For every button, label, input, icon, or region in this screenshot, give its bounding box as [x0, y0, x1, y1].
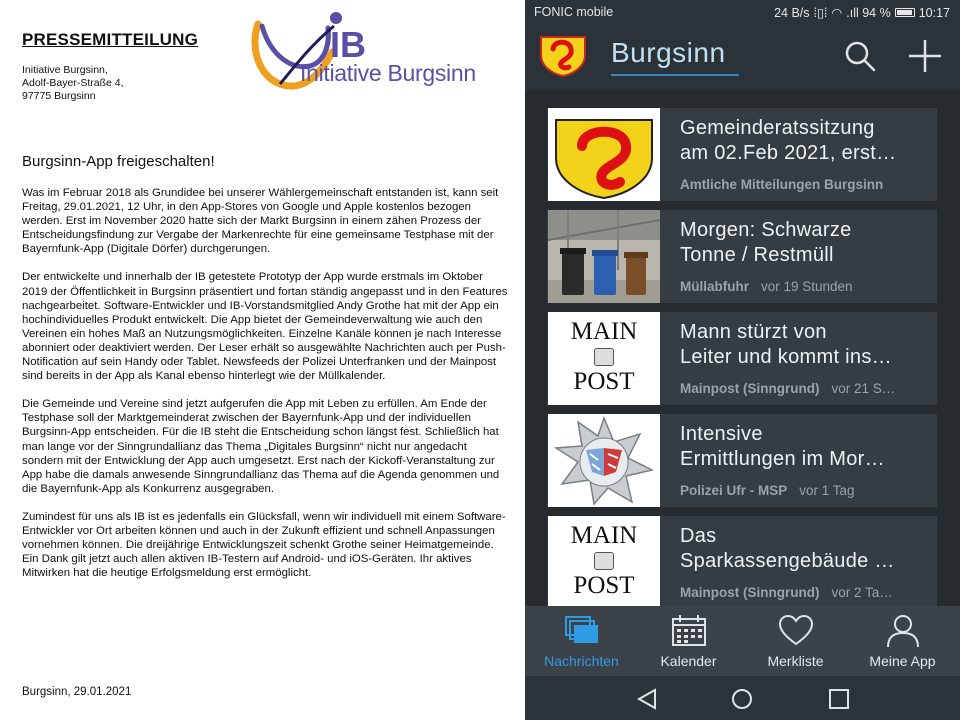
- coat-of-arms-icon: [548, 108, 660, 201]
- address-line: Initiative Burgsinn,: [22, 64, 108, 76]
- card-meta: [680, 279, 935, 294]
- phone-screen: [525, 0, 960, 720]
- nav-label: Nachrichten: [544, 653, 619, 669]
- release-body: [22, 186, 508, 594]
- card-source: Mainpost (Sinngrund): [680, 585, 820, 600]
- card-time: vor 1 Tag: [799, 483, 855, 498]
- nav-label: Meine App: [869, 653, 936, 669]
- recent-apps-icon[interactable]: [827, 688, 851, 710]
- battery-fill: [897, 10, 912, 15]
- police-star-icon: [548, 414, 660, 507]
- data-speed: 24 B/s: [774, 5, 810, 20]
- card-title: [680, 116, 935, 166]
- card-source: Polizei Ufr - MSP: [680, 483, 788, 498]
- mainpost-eagle-icon: [594, 348, 614, 366]
- battery-icon: [895, 8, 915, 17]
- sender-address: [22, 64, 124, 103]
- card-title-line: Intensive: [680, 423, 763, 445]
- card-meta: [680, 483, 935, 498]
- logo-text-ib: IB: [330, 24, 366, 65]
- person-icon: [884, 614, 922, 648]
- address-line: 97775 Burgsinn: [22, 90, 96, 102]
- status-bar: [525, 0, 960, 24]
- card-source: Amtliche Mitteilungen Burgsinn: [680, 177, 884, 192]
- card-meta: [680, 585, 935, 600]
- nav-label: Merkliste: [767, 653, 824, 669]
- release-title: Burgsinn-App freigeschalten!: [22, 153, 215, 170]
- card-title-line: Ermittlungen im Mor…: [680, 448, 885, 470]
- card-title: [680, 320, 935, 370]
- release-date: Burgsinn, 29.01.2021: [22, 686, 132, 698]
- search-icon[interactable]: [841, 38, 881, 74]
- home-icon[interactable]: [730, 688, 754, 710]
- heart-icon: [777, 614, 815, 648]
- mainpost-logo-line: MAIN: [570, 318, 638, 345]
- signal-battery-text: .ıll 94 %: [846, 5, 891, 20]
- title-underline: [611, 74, 739, 76]
- paragraph: Die Gemeinde und Vereine sind jetzt aufgerufen die App mit Leben zu erfüllen. Am Ende der Testphase soll der Marktgemeinderat zwischen der Bayernfunk-App und der individuellen Burgsinn-App entscheiden. Für die IB steht die Entscheidung schon längst fest. Schließlich hat man lange vor der Sinngrundallianz das Thema „Digitales Burgsinn“ nicht nur angedacht sondern mit der Entwicklung der App auch umgesetzt. Erst nach der Kickoff-Veranstaltung zur App habe die damals anwesende Sinngrundallianz das Thema auf die Agenda genommen und die Bayernfunk-App als Konkurrenz ausgegraben.: [22, 398, 500, 495]
- news-stack-icon: [563, 614, 601, 648]
- news-feed[interactable]: [525, 90, 960, 606]
- card-meta: [680, 381, 935, 396]
- mainpost-logo-line: POST: [573, 572, 635, 599]
- card-title-line: Sparkassengebäude …: [680, 550, 895, 572]
- mainpost-eagle-icon: [594, 552, 614, 570]
- carrier-name: FONIC mobile: [534, 5, 614, 19]
- card-title-line: Mann stürzt von: [680, 321, 827, 343]
- card-source: Mainpost (Sinngrund): [680, 381, 820, 396]
- press-heading: PRESSEMITTEILUNG: [22, 30, 199, 49]
- news-card[interactable]: [547, 108, 937, 201]
- wifi-icon: ◠: [831, 6, 843, 20]
- nav-tab-meine-app[interactable]: [848, 606, 957, 676]
- nav-tab-nachrichten[interactable]: [527, 606, 636, 676]
- mainpost-logo-line: POST: [573, 368, 635, 395]
- status-indicators: [774, 5, 950, 20]
- mainpost-logo: [548, 312, 660, 405]
- clock: 10:17: [918, 5, 950, 20]
- card-time: vor 21 S…: [831, 381, 896, 396]
- burgsinn-crest-icon: [537, 33, 589, 77]
- mainpost-logo-line: MAIN: [570, 522, 638, 549]
- calendar-icon: [670, 614, 708, 648]
- mainpost-logo: [548, 516, 660, 609]
- nav-tab-merkliste[interactable]: [741, 606, 850, 676]
- paragraph: Was im Februar 2018 als Grundidee bei unserer Wählergemeinschaft entstanden ist, kann seit Freitag, 29.01.2021, 12 Uhr, in den App-Stores von Google und Apple kostenlos bezogen werden. Erst im November 2020 hatte sich der Markt Burgsinn in einem zähen Prozess der Entscheidungsfindung zur Vergabe der Markenrechte für eine gemeinsame Testphase mit der Bayernfunk-App (Digitale Dörfer) durchgerungen.: [22, 187, 499, 256]
- card-title-line: Morgen: Schwarze: [680, 219, 852, 241]
- system-navigation: [525, 676, 960, 720]
- news-card[interactable]: [547, 312, 937, 405]
- card-title: [680, 218, 935, 268]
- back-icon[interactable]: [635, 688, 659, 710]
- card-title-line: Tonne / Restmüll: [680, 244, 834, 266]
- card-title-line: Leiter und kommt ins…: [680, 346, 892, 368]
- logo-text-initiative: Initiative Burgsinn: [300, 60, 476, 86]
- card-title: [680, 422, 935, 472]
- nav-label: Kalender: [660, 653, 717, 669]
- news-card[interactable]: [547, 414, 937, 507]
- news-card[interactable]: [547, 516, 937, 609]
- vibrate-icon: ⁞▯⁞: [813, 6, 828, 20]
- card-title-line: Gemeinderatssitzung: [680, 117, 875, 139]
- card-meta: [680, 177, 935, 192]
- card-time: vor 19 Stunden: [761, 279, 853, 294]
- address-line: Adolf-Bayer-Straße 4,: [22, 77, 124, 89]
- card-title-line: Das: [680, 525, 717, 547]
- card-title: [680, 524, 935, 574]
- nav-tab-kalender[interactable]: [634, 606, 743, 676]
- card-time: vor 2 Ta…: [831, 585, 893, 600]
- card-title-line: am 02.Feb 2021, erst…: [680, 142, 897, 164]
- waste-bins-photo: [548, 210, 660, 303]
- app-title[interactable]: Burgsinn: [611, 37, 726, 68]
- paragraph: Der entwickelte und innerhalb der IB getestete Prototyp der App wurde erstmals im Oktober 2019 der Öffentlichkeit in Burgsinn präsentiert und fortan ständig angepasst und in den Features nachgearbeitet. Software-Entwickler und IB-Vorstandsmitglied Andy Grothe hat mit der App ein hochindividuelles Produkt entwickelt. Die App bietet der Gemeindeverwaltung wie auch den Vereinen ein hohes Maß an Nutzungsmöglichkeiten. Einzelne Kanäle können je nach Interesse abonniert oder deaktiviert werden. Der Leser erhält so ausgewählte Nachrichten auch per Push-Notification auf sein Handy oder Tablet. Newsfeeds der Polizei Unterfranken und der Mainpost sind bereits in der App als Kanal ebenso hinterlegt wie der Müllkalender.: [22, 271, 508, 383]
- card-source: Müllabfuhr: [680, 279, 749, 294]
- paragraph: Zumindest für uns als IB ist es jedenfalls ein Glücksfall, wenn wir individuell mit einem Software-Entwickler vor Ort arbeiten können und auch in der Zukunft effizient und schnell Anpassungen vornehmen können. Die dreijährige Entwicklungszeit schenkt Grothe seiner Heimatgemeinde. Ein Dank gilt jetzt auch allen aktiven IB-Testern auf Android- und iOS-Geräten. Ihr aktives Mitwirken hat die heutige Erfolgsmeldung erst ermöglicht.: [22, 510, 506, 580]
- add-icon[interactable]: [905, 38, 945, 74]
- bottom-navigation: [525, 606, 960, 676]
- news-card[interactable]: [547, 210, 937, 303]
- app-bar: [525, 24, 960, 90]
